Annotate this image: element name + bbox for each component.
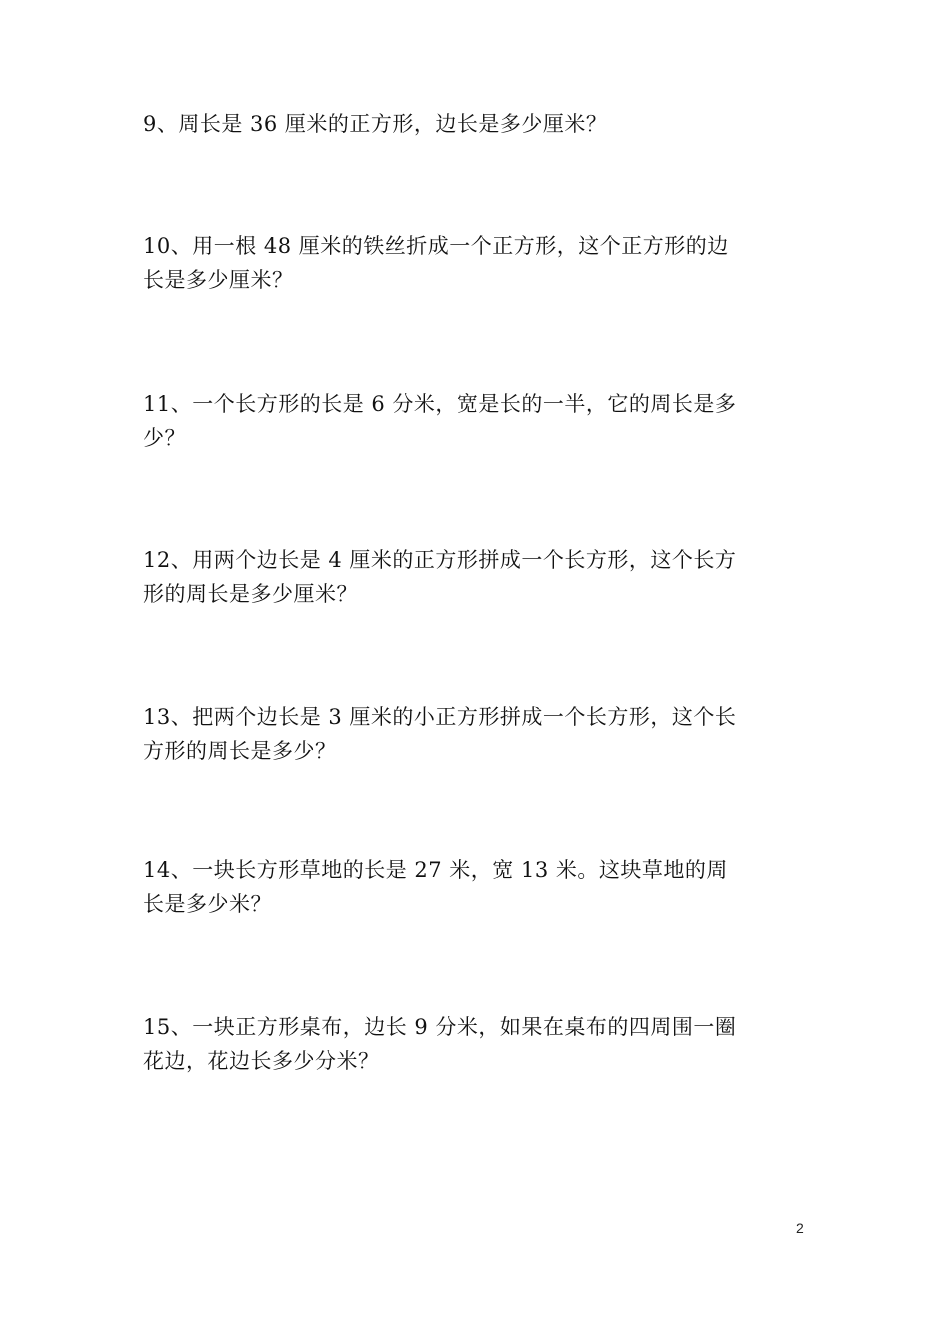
question-line: 长是多少厘米？ [143,268,294,292]
question-line: 12、用两个边长是 4 厘米的正方形拼成一个长方形，这个长方 [143,548,737,572]
question-line: 花边，花边长多少分米？ [143,1049,380,1073]
question-line: 10、用一根 48 厘米的铁丝折成一个正方形，这个正方形的边 [143,234,729,258]
question-9 [143,107,808,141]
question-line: 长是多少米？ [143,892,272,916]
question-line: 11、一个长方形的长是 6 分米，宽是长的一半，它的周长是多 [143,392,737,416]
question-line: 13、把两个边长是 3 厘米的小正方形拼成一个长方形，这个长 [143,705,737,729]
question-line: 15、一块正方形桌布，边长 9 分米，如果在桌布的四周围一圈 [143,1015,737,1039]
question-11 [143,387,808,455]
question-14 [143,853,808,921]
question-line: 少？ [143,426,186,450]
question-line: 9、周长是 36 厘米的正方形，边长是多少厘米？ [143,112,608,136]
question-line: 方形的周长是多少？ [143,739,337,763]
question-10 [143,229,808,297]
question-line: 14、一块长方形草地的长是 27 米，宽 13 米。这块草地的周 [143,858,728,882]
question-12 [143,543,808,611]
question-13 [143,700,808,768]
question-line: 形的周长是多少厘米？ [143,582,358,606]
question-15 [143,1010,808,1078]
page-number: 2 [796,1220,804,1236]
